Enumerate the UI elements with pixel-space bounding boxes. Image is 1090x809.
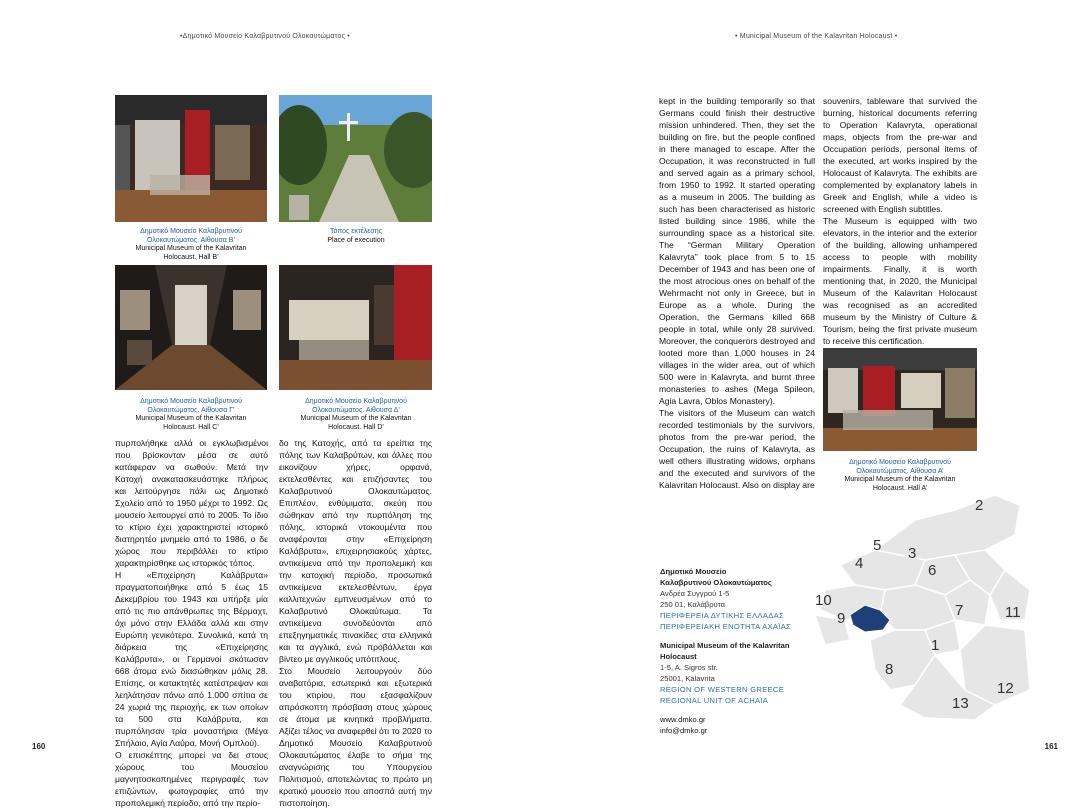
city-greek: 250 01, Καλάβρυτα [660,600,726,609]
caption-english: Place of execution [327,236,385,244]
address-block [660,566,791,736]
museum-name-greek: Δημοτικό Μουσείο [660,567,727,576]
paragraph: souvenirs, tableware that survived the burning, historical documents referring to Operation Kalavryta, operational maps, objects from the pre-war and Occupation periods, personal items of the executed, art works inspired by the Holocaust of Kalavryta. The exhibits are complemented by explanatory labels in Greek and English, while a video is screened with English subtitles. [823,96,977,214]
photo-hall-b [115,95,267,222]
caption-greek: Δημοτικό Μουσείο Καλαβρυτινού Ολοκαυτώματος. Αίθουσα Δ’ [305,398,407,414]
paragraph: δο της Κατοχής, από τα ερείπια της πόλης των Καλαβρύτων, και άλλες που εικονίζουν χήρες, ορφανά, εκτελεσθέντες και επιζήσαντες του Καλαβρυτινού Ολοκαυτώματος. Επιπλέον, ενθύμιματα, σκεύη που σώθηκαν από την πυρπόληση της πόλης, ιστορικά ντοκουμέντα που αναφέρονται στην «Επιχείρηση Καλάβρυτα», επιχειρησιακούς χάρτες, αντικείμενα από την προπολεμική και την κατοχική περίοδο, προσωπικά αντικείμενα εκτελεσθέντων, έργα καλλιτεχνών εμπνευσμένων από το Καλαβρυτινό Ολοκαύτωμα. Τα αντικείμενα συνοδεύονται από επεξηγηματικές πινακίδες στα ελληνικά και τα αγγλικά, ενώ προβάλλεται και βίντεο με αγγλικούς υπότιτλους. [279,438,432,664]
paragraph: kept in the building temporarily so that Germans could finish their destructive mission unhindered. Then, they set the building on fire, but the people confined in there managed to escape. After the Occupation, it was reconstructed in full and served again as a primary school, from 1950 to 1992. It started operating as a museum in 2005. The building as such has been characterised as historic listed building since 1986, while the surrounding space as a historical site. The “German Military Operation Kalavryta” took place from 5 to 15 December of 1943 and has been one of the most atrocious ones on behalf of the Wehrmacht not only in Greece, but in Europe as a whole. During the Operation, the Germans killed 668 people in total, while only 28 survived. Moreover, the conquerors destroyed and looted more than 1,000 houses in 24 villages in the wider area, out of which 500 were in Kalavryta, and burnt three monasteries to ashes (Mega Spileon, Agia Lavra, Oblos Monastery). [659,96,815,406]
map-number: 6 [928,562,937,579]
museum-name-english-2: Holocaust [660,652,697,661]
photo-hall-c [115,265,267,390]
map-number: 3 [908,545,917,562]
paragraph: The Museum is equipped with two elevators, in the interior and the exterior of the building, allowing unhampered access to people with mobility impairments. Finally, it is worth mentioning that, in 2020, the Municipal Museum of the Kalavritan Holocaust was recognised as an accredited museum by the Ministry of Culture & Tourism, being the first private museum to receive this certification. [823,216,977,346]
photo-place-of-execution [279,95,432,222]
website-link[interactable]: www.dmko.gr [660,715,706,724]
paragraph: Η «Επιχείρηση Καλάβρυτα» πραγματοποιήθηκε από 5 έως 15 Δεκεμβρίου του 1943 και υπήρξε μία από τις πιο απάνθρωπες της Βέρμαχτ, όχι μόνο στην Ελλάδα αλλά και στην Ευρώπη γενικότερα. Συνολικά, κατά τη διάρκεια της «Επιχείρησης Καλάβρυτα», οι Γερμανοί σκότωσαν 668 άτομα ενώ διασώθηκαν μόλις 28. Επίσης, οι κατακτητές κατέστρεψαν και λεηλάτησαν πάνω από 1.000 σπίτια σε 24 χωριά της περιοχής, εκ των οποίων τα 500 στα Καλάβρυτα, και πυρπόλησαν τρία μοναστήρια (Μέγα Σπήλαιο, Αγία Λαύρα, Μονή Ομπλού). [115,570,268,748]
caption-english: Municipal Museum of the Kalavritan Holocaust. Hall D’ [300,415,412,431]
right-page [545,0,1090,770]
caption-english: Municipal Museum of the Kalavritan Holocaust. Hall C’ [135,415,247,431]
paragraph: πυρπολήθηκε αλλά οι εγκλωβισμένοι που βρίσκονταν μέσα σε αυτό κατάφεραν να σωθούν. Μετά την Κατοχή ανακατασκευάστηκε πλήρως και λειτούργησε πάλι ως Δημοτικό Σχολείο από το 1950 μέχρι το 1992. Ως μουσείο λειτουργεί από το 2005. Το ίδιο το κτίριο έχει χαρακτηριστεί ιστορικό διατηρητέο μνημείο από το 1986, ο δε χώρος που περιβάλλει το κτίριο χαρακτηρίσθηκε ως ιστορικός τόπος. [115,438,268,568]
map-number: 7 [955,602,964,619]
museum-name-greek-2: Καλαβρυτινού Ολοκαυτώματος [660,578,772,587]
museum-name-english: Municipal Museum of the Kalavritan [660,641,790,650]
regional-unit-english: REGIONAL UNIT OF ACHAIA [660,696,769,705]
caption-greek: Τόπος εκτέλεσης [330,228,382,235]
region-english: REGION OF WESTERN GREECE [660,685,785,694]
page-number: 160 [32,742,46,751]
map-number: 11 [1005,604,1021,621]
page-number: 161 [1044,742,1058,751]
region-greek: ΠΕΡΙΦΕΡΕΙΑ ΔΥΤΙΚΗΣ ΕΛΛΑΔΑΣ [660,611,785,620]
email-link[interactable]: info@dmko.gr [660,726,708,735]
map-number: 2 [975,497,984,514]
caption-greek: Δημοτικό Μουσείο Καλαβρυτινού Ολοκαυτώματος. Αίθουσα Γ’ [140,398,242,414]
regional-unit-greek: ΠΕΡΙΦΕΡΕΙΑΚΗ ΕΝΟΤΗΤΑ ΑΧΑΪΑΣ [660,622,791,631]
map-number: 1 [931,637,940,654]
running-header: •Δημοτικό Μουσείο Καλαβρυτινού Ολοκαυτώματος • [180,33,350,40]
map-number: 12 [997,680,1014,697]
street-english: 1-5, A. Sigros str. [660,663,718,672]
caption-hall-c [120,398,262,432]
caption-greek: Δημοτικό Μουσείο Καλαβρυτινού Ολοκαυτώματος. Αίθουσα Α’ [849,459,951,475]
caption-english: Municipal Museum of the Kalavritan Holocaust. Hall A’ [844,476,956,492]
map-region [875,495,1020,560]
caption-hall-d [285,398,427,432]
greek-text-column-1 [115,437,268,809]
map-number: 4 [855,555,864,572]
caption-place-of-execution [285,228,427,245]
map-number: 13 [952,695,969,712]
photo-hall-a [823,348,977,451]
photo-hall-d [279,265,432,390]
region-map [805,480,1035,725]
caption-english: Municipal Museum of the Kalavritan Holocaust. Hall B’ [135,245,247,261]
map-number: 9 [837,610,846,627]
running-header: • Municipal Museum of the Kalavritan Holocaust • [735,33,898,40]
map-number: 8 [885,661,894,678]
paragraph: Στο Μουσείο λειτουργούν δύο αναβατόρια, εσωτερικά και εξωτερικά του κτιρίου, που εξασφαλίζουν απρόσκοπτη πρόσβαση στους χώρους σε άτομα με κινητικά προβλήματα. Αξίζει τέλος να αναφερθεί ότι το 2020 το Δημοτικό Μουσείο Καλαβρυτινού Ολοκαυτώματος έλαβε το σήμα της αναγνώρισης του Υπουργείου Πολιτισμού, αποτελώντας το πρώτο μη κρατικό μουσείο που αποσπά αυτή την πιστοποίηση. [279,666,432,808]
city-english: 25001, Kalavrita [660,674,715,683]
map-number: 10 [815,592,832,609]
map-number: 5 [873,537,882,554]
caption-hall-b [120,228,262,262]
paragraph: The visitors of the Museum can watch recorded testimonials by the survivors, photos from the pre-war period, the Occupation, the ruins of Kalavryta, as well others illustrating widows, orphans and the executed and survivors of the Kalavritan Holocaust. Also on display are [659,408,815,490]
greek-text-column-2 [279,437,432,809]
street-greek: Ανδρέα Συγγρού 1-5 [660,589,730,598]
caption-greek: Δημοτικό Μουσείο Καλαβρυτινού Ολοκαυτώματος. Αίθουσα Β’ [140,228,242,244]
english-text-column-1 [659,95,815,491]
paragraph: Ο επισκέπτης μπορεί να δει στους χώρους του Μουσείου μαγνητοσκοπημένες περιγραφές των επιζώντων, φωτογραφίες από την προπολεμική περίοδο, από την περίο- [115,750,268,808]
english-text-column-2 [823,95,977,347]
